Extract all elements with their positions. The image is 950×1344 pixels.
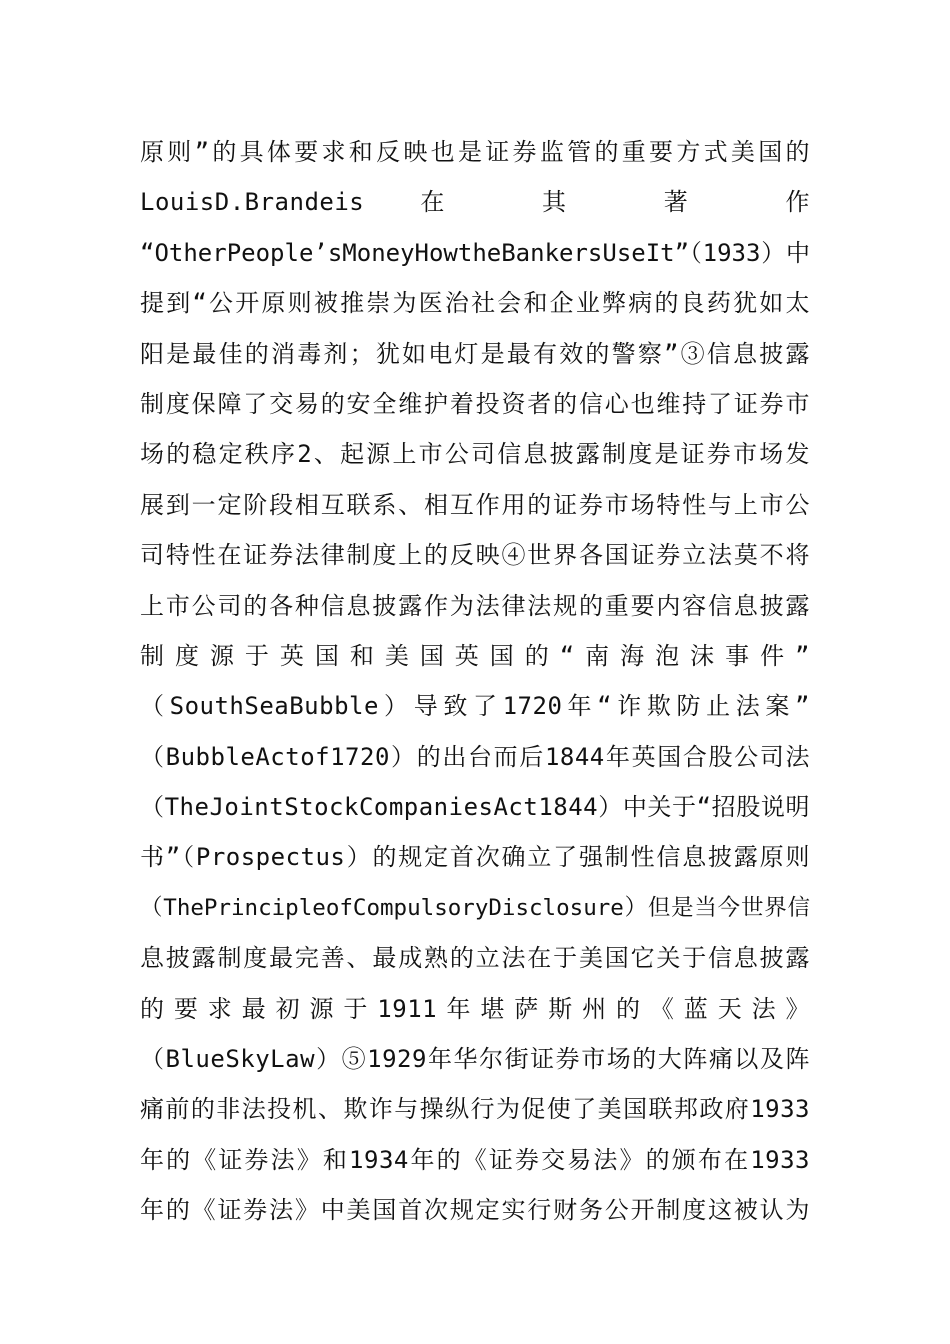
text-line: （BlueSkyLaw）⑤1929年华尔街证券市场的大阵痛以及阵 — [140, 1045, 810, 1074]
text-line: 制度保障了交易的安全维护着投资者的信心也维持了证券市 — [140, 389, 810, 418]
text-line: 阳是最佳的消毒剂；犹如电灯是最有效的警察”③信息披露 — [140, 339, 810, 368]
text-line: （TheJointStockCompaniesAct1844）中关于“招股说明 — [140, 793, 810, 822]
text-line: 提到“公开原则被推崇为医治社会和企业弊病的良药犹如太 — [140, 289, 810, 318]
text-line: 原则”的具体要求和反映也是证券监管的重要方式美国的 — [140, 138, 810, 166]
text-line: （ThePrincipleofCompulsoryDisclosure）但是当今世界信 — [140, 894, 810, 921]
text-line: （SouthSeaBubble）导致了1720年“诈欺防止法案” — [140, 692, 810, 721]
text-line: 的要求最初源于1911年堪萨斯州的《蓝天法》 — [140, 994, 810, 1023]
text-line: 上市公司的各种信息披露作为法律法规的重要内容信息披露 — [140, 591, 810, 620]
text-line: 息披露制度最完善、最成熟的立法在于美国它关于信息披露 — [140, 944, 810, 973]
text-line: 司特性在证券法律制度上的反映④世界各国证券立法莫不将 — [140, 541, 810, 570]
text-line: 展到一定阶段相互联系、相互作用的证券市场特性与上市公 — [140, 490, 810, 519]
text-line: 年的《证券法》和1934年的《证券交易法》的颁布在1933 — [140, 1145, 810, 1174]
text-line: “OtherPeople’sMoneyHowtheBankersUseIt”（1933）中 — [140, 238, 810, 267]
text-line: 痛前的非法投机、欺诈与操纵行为促使了美国联邦政府1933 — [140, 1095, 810, 1124]
text-line: 场的稳定秩序2、起源上市公司信息披露制度是证券市场发 — [140, 440, 810, 469]
text-line: 书”（Prospectus）的规定首次确立了强制性信息披露原则 — [140, 843, 810, 872]
body-text — [140, 127, 810, 1236]
text-line: 年的《证券法》中美国首次规定实行财务公开制度这被认为 — [140, 1196, 810, 1225]
text-line: LouisD.Brandeis 在 其 著 作 — [140, 188, 810, 217]
text-line: （BubbleActof1720）的出台而后1844年英国合股公司法 — [140, 742, 810, 771]
text-line: 制度源于英国和美国英国的“南海泡沫事件” — [140, 641, 810, 670]
